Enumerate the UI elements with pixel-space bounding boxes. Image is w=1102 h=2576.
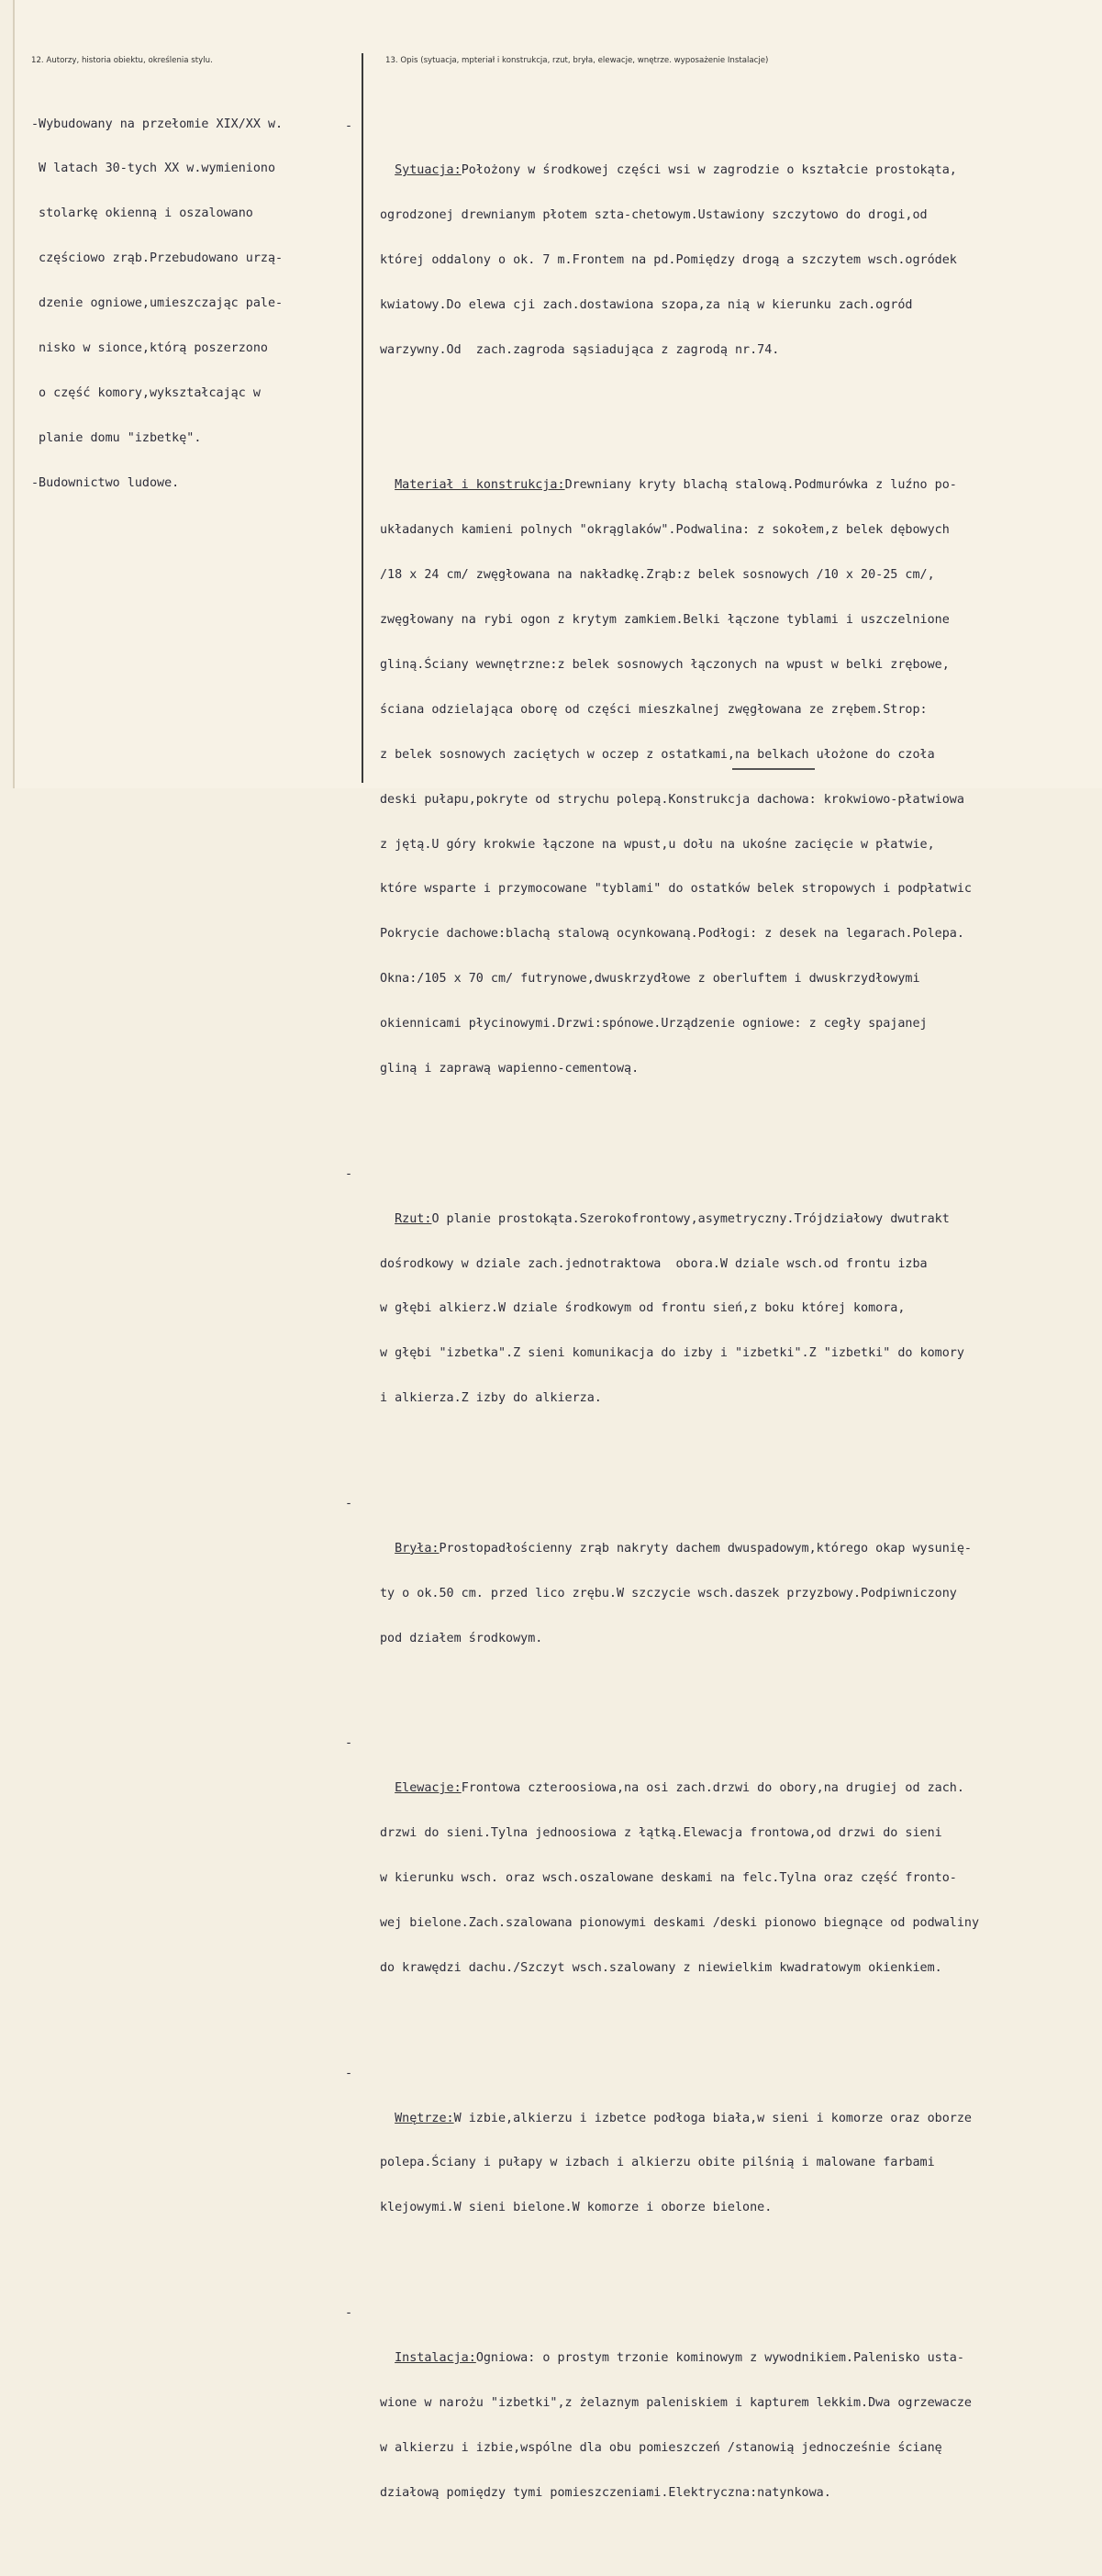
paragraph-title: Bryła: [395, 1541, 440, 1556]
paragraph-title: Materiał i konstrukcja: [395, 478, 565, 493]
text-line: układanych kamieni polnych "okrąglaków".Podwalina: z sokołem,z belek dębowych [380, 523, 950, 538]
paragraph-title: Elewacje: [395, 1781, 462, 1796]
text-line: /18 x 24 cm/ zwęgłowana na nakładkę.Zrąb:z belek sosnowych /10 x 20-25 cm/, [380, 568, 935, 583]
paragraph-title: Sytuacja: [395, 163, 462, 178]
text-line: w alkierzu i izbie,wspólne dla obu pomieszczeń /stanowią jednocześnie ścianę [380, 2440, 942, 2455]
text-line: -Budownictwo ludowe. [31, 475, 180, 490]
text-line: stolarkę okienną i oszalowano [31, 206, 253, 221]
paragraph-wnetrze: - Wnętrze:W izbie,alkierzu i izbetce podłoga biała,w sieni i komorze oraz oborze polepa.Ściany i pułapy w izbach i alkierzu obite pilśnią i malowane farbami klejowymi.W sieni bielone.W komorze i oborze bielone. [380, 2067, 979, 2247]
text-line: dzenie ogniowe,umieszczając pale- [31, 296, 284, 311]
paragraph-title: Wnętrze: [395, 2111, 454, 2125]
text-line: do krawędzi dachu./Szczyt wsch.szalowany z niewielkim kwadratowym okienkiem. [380, 1960, 942, 1975]
text-line: warzywny.Od zach.zagroda sąsiadująca z zagrodą nr.74. [380, 343, 780, 358]
text-line: Elewacje:Frontowa czteroosiowa,na osi zach.drzwi do obory,na drugiej od zach. [395, 1781, 964, 1796]
text-line: Pokrycie dachowe:blachą stalową ocynkowaną.Podłogi: z desek na legarach.Polepa. [380, 927, 964, 942]
section-13-header: 13. Opis (sytuacja, mpteriał i konstrukcja, rzut, bryła, elewacje, wnętrze. wyposażenie Instalacje) [385, 56, 769, 65]
text-line: Instalacja:Ogniowa: o prostym trzonie kominowym z wywodnikiem.Palenisko usta- [395, 2351, 964, 2366]
paragraph-instalacja: - Instalacja:Ogniowa: o prostym trzonie kominowym z wywodnikiem.Palenisko usta- wione w narożu "izbetki",z żelaznym paleniskiem i kapturem lekkim.Dwa ogrzewacze w alkierzu i izbie,wspólne dla obu pomieszczeń /stanowią jednocześnie ścianę działową pomiędzy tymi pomieszczeniami.Elektryczna:natynkowa. [380, 2306, 979, 2530]
column-divider [362, 53, 363, 783]
paragraph-title: Instalacja: [395, 2351, 476, 2366]
text-line: zwęgłowany na rybi ogon z krytym zamkiem.Belki łączone tyblami i uszczelnione [380, 613, 950, 628]
text-line: wione w narożu "izbetki",z żelaznym paleniskiem i kapturem lekkim.Dwa ogrzewacze [380, 2395, 972, 2410]
text-line: w kierunku wsch. oraz wsch.oszalowane deskami na felc.Tylna oraz część fronto- [380, 1871, 957, 1886]
text-line: klejowymi.W sieni bielone.W komorze i oborze bielone. [380, 2201, 773, 2215]
text-line: Wnętrze:W izbie,alkierzu i izbetce podłoga biała,w sieni i komorze oraz oborze [395, 2111, 972, 2125]
text-line: działową pomiędzy tymi pomieszczeniami.Elektryczna:natynkowa. [380, 2485, 831, 2500]
paragraph-sytuacja: - Sytuacja:Położony w środkowej części wsi w zagrodzie o kształcie prostokąta, ogrodzonej drewnianym płotem szta-chetowym.Ustawiony szczytowo do drogi,od której oddalony o ok. 7 m.Frontem na pd.Pomiędzy drogą a szczytem wsch.ogródek kwiatowy.Do elewa cji zach.dostawiona szopa,za nią w kierunku zach.ogród warzywny.Od zach.zagroda sąsiadująca z zagrodą nr.74. [380, 119, 979, 388]
section-12-header: 12. Autorzy, historia obiektu, określenia stylu. [31, 56, 213, 65]
document-sheet [13, 0, 1102, 2500]
text-line: które wsparte i przymocowane "tyblami" do ostatków belek stropowych i podpłatwic [380, 882, 972, 897]
authors-history-text [31, 87, 283, 521]
text-line: w głębi "izbetka".Z sieni komunikacja do izby i "izbetki".Z "izbetki" do komory [380, 1346, 964, 1361]
text-line: planie domu "izbetkę". [31, 430, 202, 445]
text-line: gliną.Ściany wewnętrzne:z belek sosnowych łączonych na wpust w belki zrębowe, [380, 657, 950, 672]
text-line: Sytuacja:Położony w środkowej części wsi w zagrodzie o kształcie prostokąta, [395, 163, 957, 178]
paragraph-rzut: - Rzut:O planie prostokąta.Szerokofrontowy,asymetryczny.Trójdziałowy dwutrakt dośrodkowy w dziale zach.jednotraktowa obora.W dziale wsch.od frontu izba w głębi alkierz.W dziale środkowym od frontu sień,z boku której komora, w głębi "izbetka".Z sieni komunikacja do izby i "izbetki".Z "izbetki" do komory i alkierza.Z izby do alkierza. [380, 1167, 979, 1436]
text-line: drzwi do sieni.Tylna jednoosiowa z łątką.Elewacja frontowa,od drzwi do sieni [380, 1826, 942, 1841]
text-line: której oddalony o ok. 7 m.Frontem na pd.Pomiędzy drogą a szczytem wsch.ogródek [380, 253, 957, 268]
text-line: ściana odzielająca oborę od części mieszkalnej zwęgłowana ze zrębem.Strop: [380, 702, 928, 717]
text-line: Bryła:Prostopadłościenny zrąb nakryty dachem dwuspadowym,którego okap wysunię- [395, 1541, 972, 1556]
paragraph-bryla: - Bryła:Prostopadłościenny zrąb nakryty dachem dwuspadowym,którego okap wysunię- ty o ok.50 cm. przed lico zrębu.W szczycie wsch.daszek przyzbowy.Podpiwniczony pod działem środkowym. [380, 1497, 979, 1677]
text-line: o część komory,wykształcając w [31, 385, 261, 400]
end-underline [732, 768, 815, 770]
text-line: wej bielone.Zach.szalowana pionowymi deskami /deski pionowo biegnące od podwaliny [380, 1916, 980, 1931]
text-line: kwiatowy.Do elewa cji zach.dostawiona szopa,za nią w kierunku zach.ogród [380, 298, 913, 313]
text-line: nisko w sionce,którą poszerzono [31, 341, 268, 356]
text-line: z jętą.U góry krokwie łączone na wpust,u dołu na ukośne zacięcie w płatwie, [380, 837, 935, 852]
description-text [345, 89, 980, 2576]
text-line: z belek sosnowych zaciętych w oczep z ostatkami,na belkach ułożone do czoła [380, 747, 935, 762]
text-line: ty o ok.50 cm. przed lico zrębu.W szczycie wsch.daszek przyzbowy.Podpiwniczony [380, 1586, 957, 1600]
text-line: okiennicami płycinowymi.Drzwi:spónowe.Urządzenie ogniowe: z cegły spajanej [380, 1017, 928, 1032]
paragraph-material [380, 449, 979, 1107]
text-line: deski pułapu,pokryte od strychu polepą.Konstrukcja dachowa: krokwiowo-płatwiowa [380, 792, 964, 807]
text-line: Rzut:O planie prostokąta.Szerokofrontowy,asymetryczny.Trójdziałowy dwutrakt [395, 1211, 950, 1226]
text-line: w głębi alkierz.W dziale środkowym od frontu sień,z boku której komora, [380, 1301, 906, 1316]
text-line: i alkierza.Z izby do alkierza. [380, 1391, 602, 1406]
text-line: pod działem środkowym. [380, 1631, 543, 1645]
text-line: polepa.Ściany i pułapy w izbach i alkierzu obite pilśnią i malowane farbami [380, 2156, 935, 2170]
text-line: gliną i zaprawą wapienno-cementową. [380, 1062, 640, 1076]
text-line: W latach 30-tych XX w.wymieniono [31, 162, 276, 176]
text-line: częściowo zrąb.Przebudowano urzą- [31, 251, 284, 266]
text-line: Okna:/105 x 70 cm/ futrynowe,dwuskrzydłowe z oberluftem i dwuskrzydłowymi [380, 972, 920, 987]
text-line: ogrodzonej drewnianym płotem szta-chetowym.Ustawiony szczytowo do drogi,od [380, 208, 928, 223]
text-line: Materiał i konstrukcja:Drewniany kryty blachą stalową.Podmurówka z luźno po- [395, 478, 957, 493]
paragraph-elewacje: - Elewacje:Frontowa czteroosiowa,na osi zach.drzwi do obory,na drugiej od zach. drzwi do sieni.Tylna jednoosiowa z łątką.Elewacja frontowa,od drzwi do sieni w kierunku wsch. oraz wsch.oszalowane deskami na felc.Tylna oraz część fronto- wej bielone.Zach.szalowana pionowymi deskami /deski pionowo biegnące od podwaliny do krawędzi dachu./Szczyt wsch.szalowany z niewielkim kwadratowym okienkiem. [345, 1736, 980, 1975]
text-line: -Wybudowany na przełomie XIX/XX w. [31, 117, 284, 131]
text-line: dośrodkowy w dziale zach.jednotraktowa obora.W dziale wsch.od frontu izba [380, 1256, 928, 1271]
paragraph-title: Rzut: [395, 1211, 432, 1226]
